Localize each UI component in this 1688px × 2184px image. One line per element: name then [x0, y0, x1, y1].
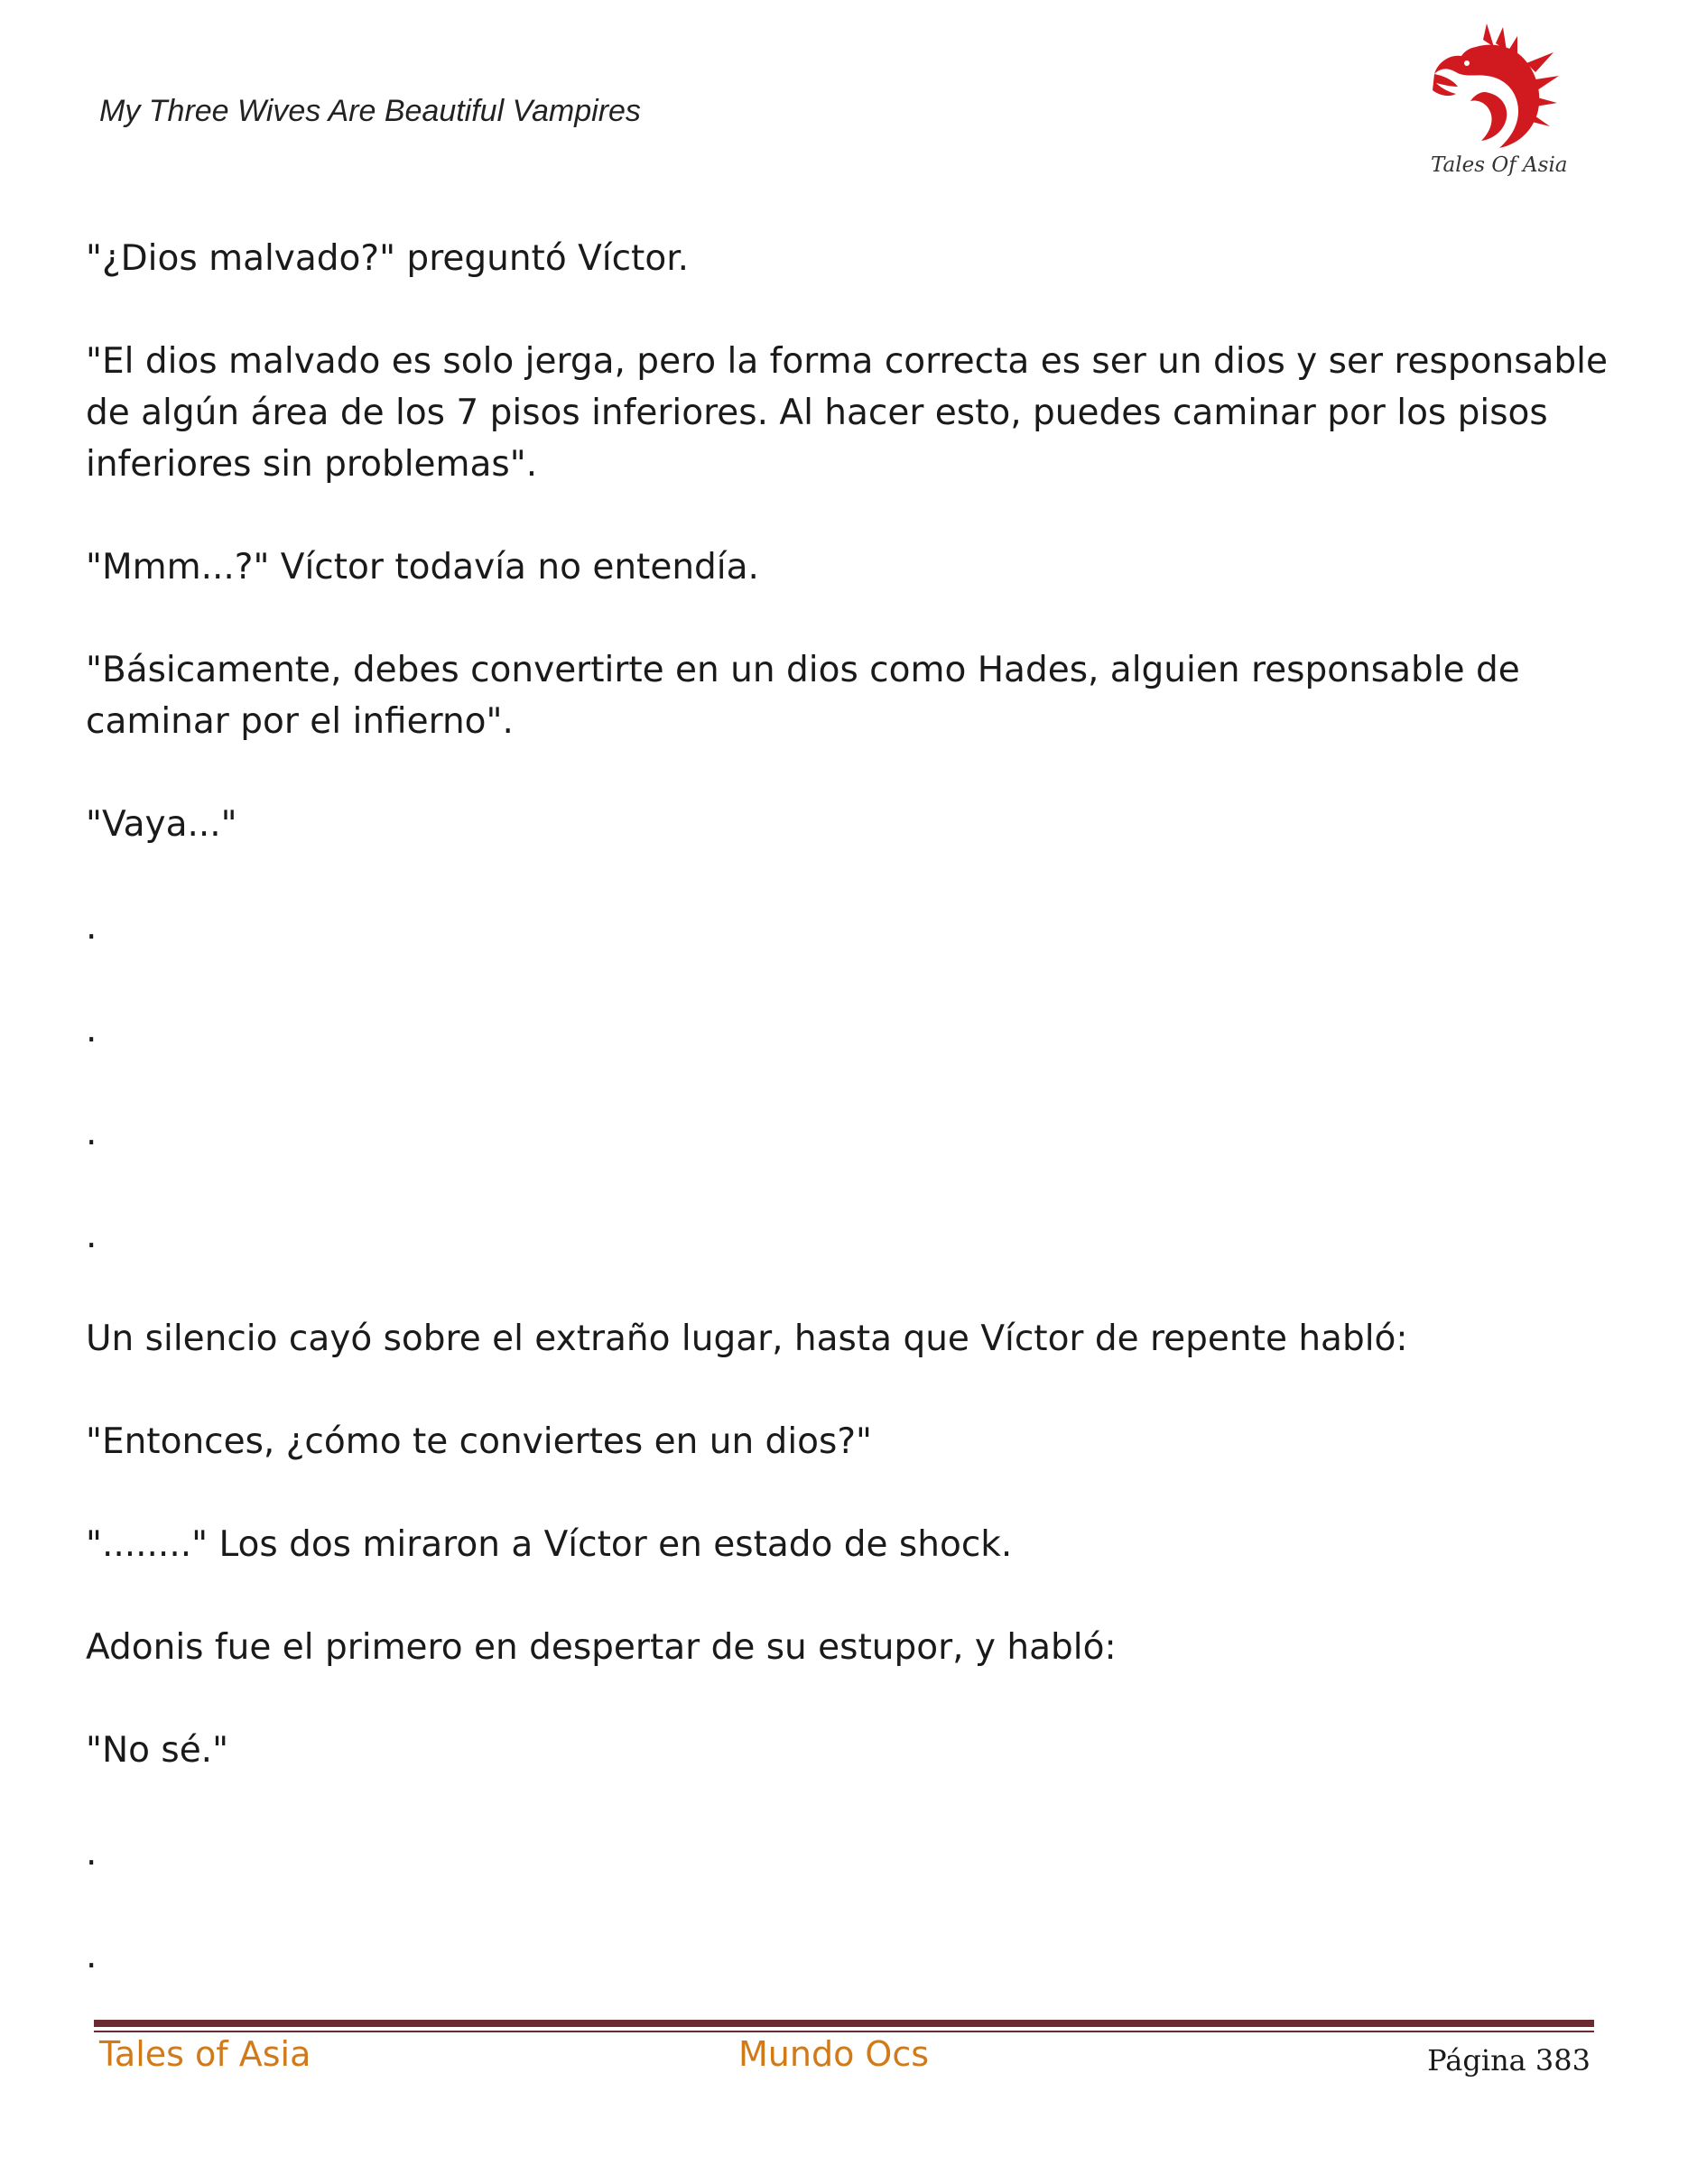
book-title: My Three Wives Are Beautiful Vampires	[99, 94, 641, 128]
scene-break-dot: .	[86, 1010, 97, 1050]
footer-translator: Mundo Ocs	[738, 2034, 930, 2074]
footer-divider-thin	[94, 2031, 1594, 2032]
footer-publisher: Tales of Asia	[99, 2034, 311, 2074]
paragraph: "Básicamente, debes convertirte en un dios como Hades, alguien responsable de caminar por el infierno".	[86, 650, 1520, 742]
paragraph: "El dios malvado es solo jerga, pero la forma correcta es ser un dios y ser responsable de algún área de los 7 pisos inferiores. Al hacer esto, puedes caminar por los pisos inferiores sin problemas".	[86, 341, 1609, 485]
page-number: Página 383	[1427, 2043, 1591, 2078]
paragraph: "¿Dios malvado?" preguntó Víctor.	[86, 238, 690, 279]
scene-break-dot: .	[86, 907, 97, 948]
scene-break-dot: .	[86, 1833, 97, 1874]
scene-break-dot: .	[86, 1216, 97, 1256]
scene-break-dot: .	[86, 1936, 97, 1976]
footer-divider	[94, 2020, 1594, 2027]
paragraph: Adonis fue el primero en despertar de su estupor, y habló:	[86, 1627, 1117, 1668]
dragon-icon	[1431, 20, 1562, 155]
paragraph: "Entonces, ¿cómo te conviertes en un dios?"	[86, 1421, 872, 1462]
scene-break-dot: .	[86, 1113, 97, 1153]
paragraph: "Vaya..."	[86, 804, 237, 845]
chapter-text	[86, 233, 1620, 2033]
paragraph: Un silencio cayó sobre el extraño lugar, hasta que Víctor de repente habló:	[86, 1319, 1408, 1359]
paragraph: "Mmm...?" Víctor todavía no entendía.	[86, 547, 759, 588]
paragraph: "No sé."	[86, 1730, 229, 1771]
paragraph: "........" Los dos miraron a Víctor en estado de shock.	[86, 1524, 1013, 1565]
logo-text: Tales Of Asia	[1431, 153, 1568, 177]
tales-of-asia-logo	[1431, 20, 1568, 182]
